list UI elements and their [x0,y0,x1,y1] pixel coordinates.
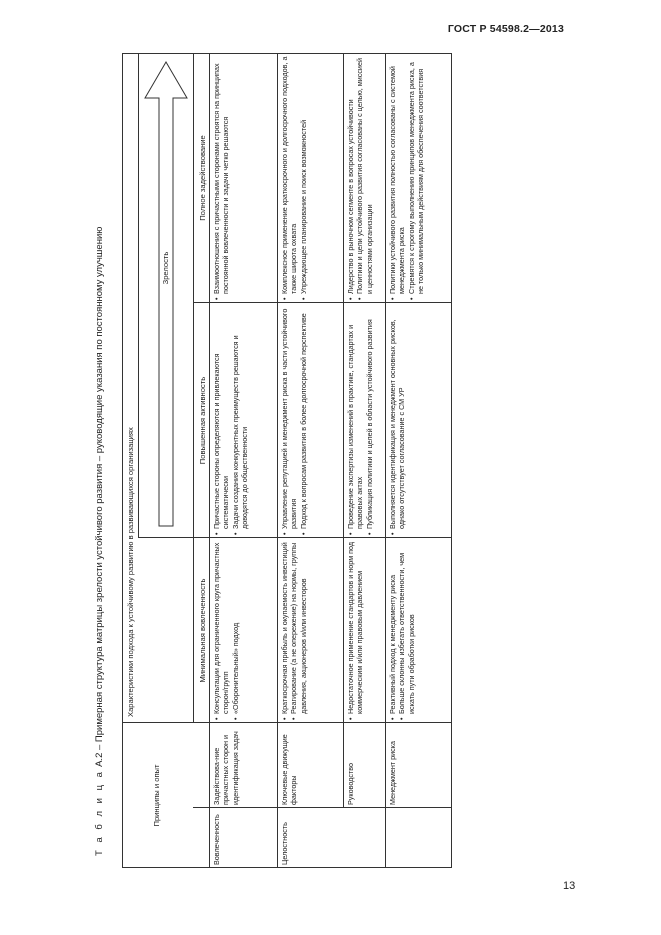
list-item: • Причастные стороны определяются и привлекаются систематически [212,306,231,535]
full-cell [210,53,277,303]
list-item: • Подход к вопросам развития в более долгосрочной перспективе [299,306,308,535]
practice-cell: Руководство [346,762,355,805]
full-cell [278,53,344,303]
document-header: ГОСТ Р 54598.2—2013 [447,23,564,35]
caption-prefix: Т а б л и ц а [94,769,105,856]
rotated-table-block [94,53,454,868]
practice-cell: Менеджмент риска [388,741,397,805]
level-increased: Повышенная активность [198,376,207,465]
caption-text: А.2 – Примерная структура матрицы зрелости устойчивого развития – руководящие указания по постоянному улучшению [94,226,105,767]
list-item: • Политики и цели устойчивого развития согласованы с целью, миссией и ценностями организации [355,56,374,300]
list-item: • Стремятся к строгому выполнению принципов менеджмента риска, а не только минимальным действиям для обеспечения соответствия [407,56,426,300]
list-item: • Взаимоотношения с причастными сторонами строятся на принципах постоянной вовлеченности и задачи четко решаются [212,56,231,300]
practice-cell: Задействова-ние причастных сторон и идентификация задач [212,731,240,805]
characteristics-header: Характеристики подхода к устойчивому развитию в развивающихся организациях [126,427,135,717]
list-item: • Задачи создания конкурентных преимуществ решаются и доводятся до общественности [231,306,250,535]
table-caption [94,227,105,856]
list-item: • Политики устойчивого развития полностью согласованы с системой менеджмента риска [388,56,407,300]
increased-cell [278,303,344,538]
minimal-cell [278,538,344,723]
principles-header: Принципы и опыт [152,764,161,827]
full-cell [344,53,385,303]
list-item: • Реагирование (а не опережение) на нормы, группы давления, акционеров и/или инвесторов [289,541,308,720]
list-item: • Лидерство в рыночном сегменте в вопросах устойчивости [346,56,355,300]
principle-cell: Вовлеченность [212,814,221,865]
list-item: • Выполняется идентификация и менеджмент основных рисков, однако отсутствует согласование с СМ УР [388,306,407,535]
principle-cell: Целостность [280,822,289,865]
minimal-cell [386,538,451,723]
list-item: • Недостаточное применение стандартов и норм под коммерческим и/или правовым давлением [346,541,365,720]
level-full: Полное задействование [198,135,207,221]
list-item: • Консультации для ограниченного круга причастных сторон/групп [212,541,231,720]
list-item: • Публикация политики и целей в области устойчивого развития [365,306,374,535]
list-item: • Реактивный подход к менеджменту риска [388,541,397,720]
list-item: • Краткосрочная прибыль и окупаемость инвестиций [280,541,289,720]
list-item: • «Оборонительный» подход [231,541,240,720]
page-number: 13 [563,880,576,892]
list-item: • Проведение экспертизы изменений в практике, стандартах и правовых актах [346,306,365,535]
increased-cell [344,303,385,538]
maturity-label: Зрелость [161,251,170,285]
maturity-matrix-table [122,53,452,868]
minimal-cell [344,538,385,723]
list-item: • Управление репутацией и менеджмент риска в части устойчивого развития [280,306,299,535]
minimal-cell [210,538,277,723]
full-cell [386,53,451,303]
principle-cell [386,808,451,868]
increased-cell [210,303,277,538]
list-item: • Больше склонны избегать ответственности, чем искать пути обработки рисков [397,541,416,720]
list-item: • Комплексное применение краткосрочного и долгосрочного подходов, а также широта охвата [280,56,299,300]
practice-cell: Ключевые движущие факторы [280,734,299,805]
principle-cell [344,808,385,868]
list-item: • Упреждающее планирование и поиск возможностей [299,56,308,300]
increased-cell [386,303,451,538]
level-minimal: Минимальная вовлеченность [198,578,207,683]
